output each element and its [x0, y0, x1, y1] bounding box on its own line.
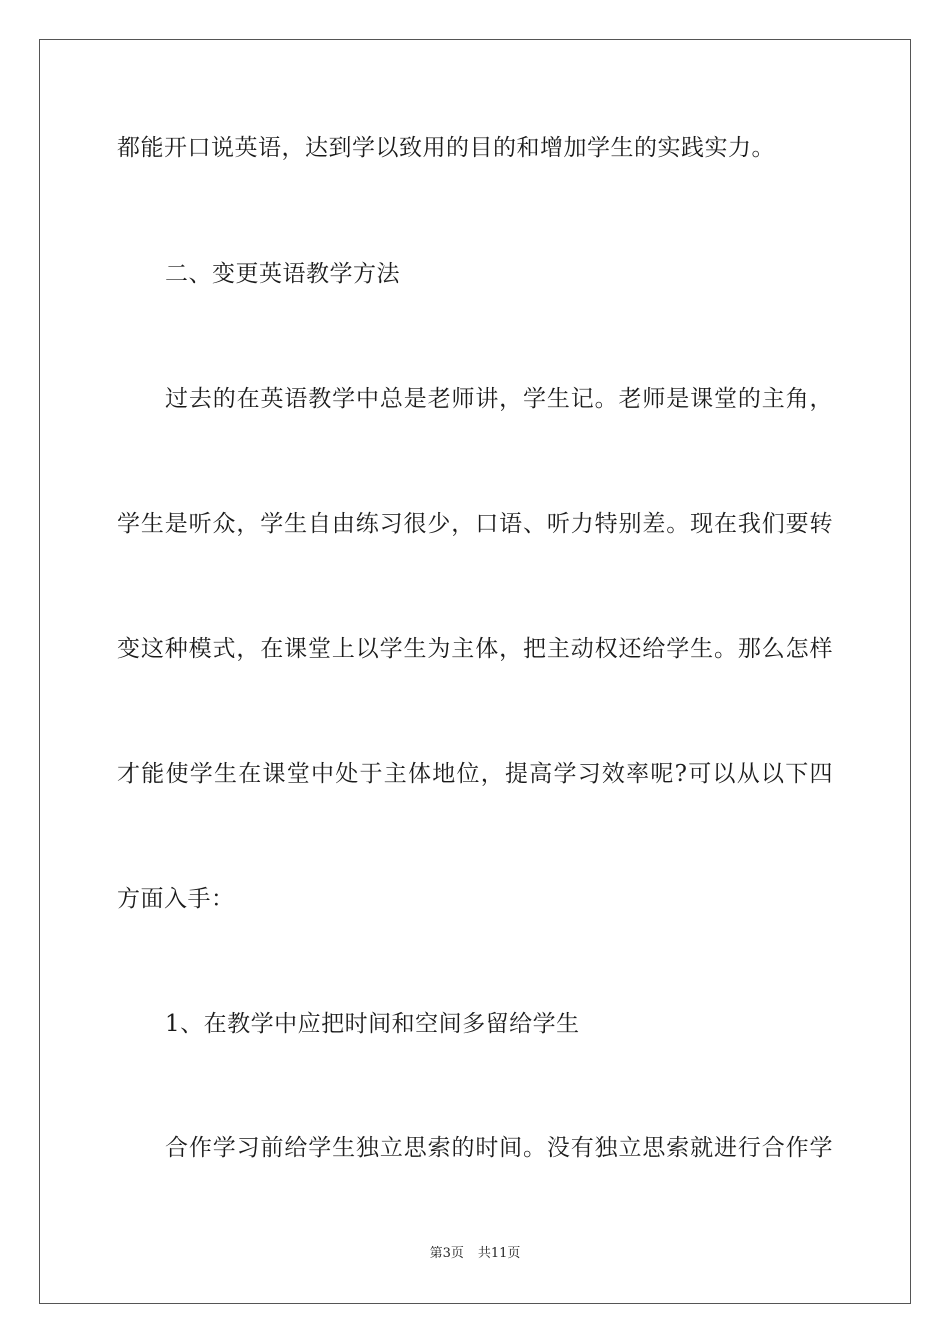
body-text-line: 过去的在英语教学中总是老师讲，学生记。老师是课堂的主角，	[165, 386, 833, 412]
body-text-line: 都能开口说英语，达到学以致用的目的和增加学生的实践实力。	[117, 135, 775, 161]
section-heading: 二、变更英语教学方法	[165, 261, 400, 287]
body-text-line: 方面入手：	[117, 886, 235, 912]
page-footer	[0, 1245, 950, 1263]
page-number: 第3页	[429, 1246, 464, 1261]
body-text-line: 变这种模式，在课堂上以学生为主体，把主动权还给学生。那么怎样	[117, 636, 833, 662]
page-border	[39, 39, 911, 1304]
page-total: 共11页	[477, 1246, 521, 1261]
body-text-line: 合作学习前给学生独立思索的时间。没有独立思索就进行合作学	[165, 1135, 833, 1161]
body-text-line: 才能使学生在课堂中处于主体地位，提高学习效率呢?可以从以下四	[117, 761, 833, 787]
subsection-heading: 1、在教学中应把时间和空间多留给学生	[165, 1011, 580, 1037]
body-text-line: 学生是听众，学生自由练习很少，口语、听力特别差。现在我们要转	[117, 511, 833, 537]
